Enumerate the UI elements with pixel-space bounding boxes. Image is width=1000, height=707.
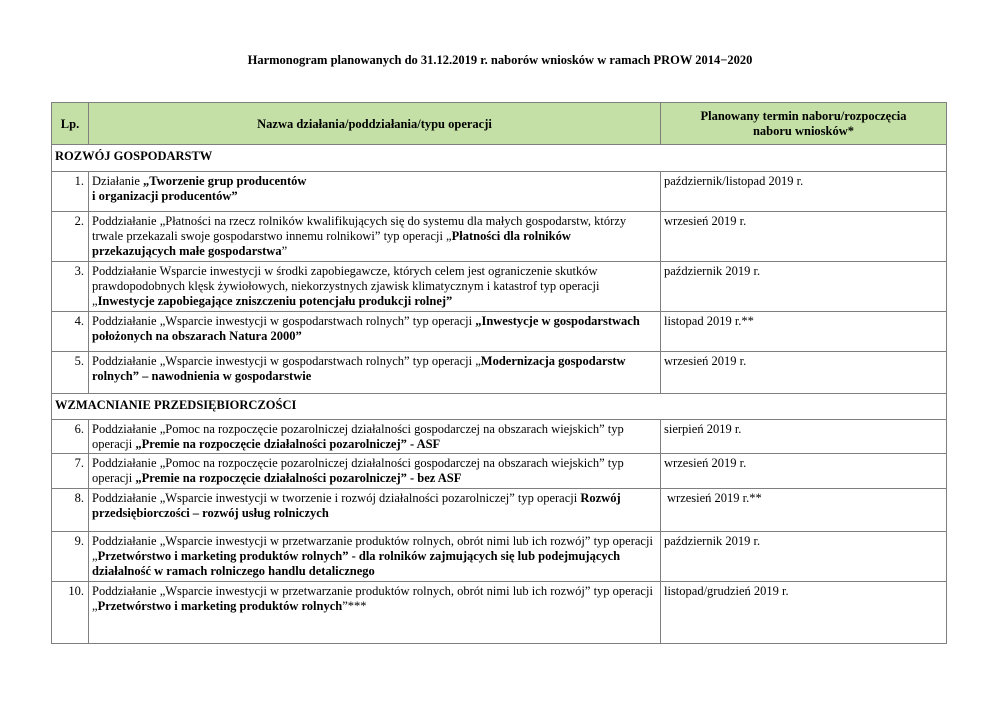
table-row xyxy=(52,212,947,262)
table-row xyxy=(52,262,947,312)
row-term: wrzesień 2019 r. xyxy=(661,454,947,489)
table-row xyxy=(52,312,947,352)
row-name: Poddziałanie Wsparcie inwestycji w środki zapobiegawcze, których celem jest ograniczenie skutków prawdopodobnych klęsk żywiołowych, niekorzystnych zjawisk klimatycznym i katastrof typ operacji „Inwestycje zapobiegające zniszczeniu potencjału produkcji rolnej” xyxy=(89,262,661,312)
table-row xyxy=(52,489,947,532)
table-row xyxy=(52,454,947,489)
row-term: listopad 2019 r.** xyxy=(661,312,947,352)
row-term: październik/listopad 2019 r. xyxy=(661,172,947,212)
row-lp: 3. xyxy=(52,262,89,312)
row-name: Poddziałanie „Wsparcie inwestycji w przetwarzanie produktów rolnych, obrót nimi lub ich rozwój” typ operacji „Przetwórstwo i marketing produktów rolnych”*** xyxy=(89,582,661,644)
row-name: Poddziałanie „Wsparcie inwestycji w gospodarstwach rolnych” typ operacji „Modernizacja gospodarstw rolnych” – nawodnienia w gospodarstwie xyxy=(89,352,661,394)
section-title: ROZWÓJ GOSPODARSTW xyxy=(52,145,947,172)
schedule-table xyxy=(51,102,947,644)
row-name: Działanie „Tworzenie grup producentów i organizacji producentów” xyxy=(89,172,661,212)
row-term: październik 2019 r. xyxy=(661,262,947,312)
header-term: Planowany termin naboru/rozpoczęcia naboru wniosków* xyxy=(661,103,947,145)
row-lp: 4. xyxy=(52,312,89,352)
table-row xyxy=(52,352,947,394)
row-lp: 9. xyxy=(52,532,89,582)
row-lp: 6. xyxy=(52,420,89,454)
row-lp: 7. xyxy=(52,454,89,489)
row-term: wrzesień 2019 r.** xyxy=(661,489,947,532)
table-row xyxy=(52,172,947,212)
header-lp: Lp. xyxy=(52,103,89,145)
document-title: Harmonogram planowanych do 31.12.2019 r. naborów wniosków w ramach PROW 2014−2020 xyxy=(247,53,753,67)
header-name: Nazwa działania/poddziałania/typu operacji xyxy=(89,103,661,145)
table-row xyxy=(52,582,947,644)
row-name: Poddziałanie „Wsparcie inwestycji w tworzenie i rozwój działalności pozarolniczej” typ operacji Rozwój przedsiębiorczości – rozwój usług rolniczych xyxy=(89,489,661,532)
row-term: wrzesień 2019 r. xyxy=(661,352,947,394)
row-name: Poddziałanie „Wsparcie inwestycji w przetwarzanie produktów rolnych, obrót nimi lub ich rozwój” typ operacji „Przetwórstwo i marketing produktów rolnych” - dla rolników zajmujących się lub podejmujących działalność w ramach rolniczego handlu detalicznego xyxy=(89,532,661,582)
section-row xyxy=(52,394,947,420)
row-lp: 10. xyxy=(52,582,89,644)
row-lp: 2. xyxy=(52,212,89,262)
row-name: Poddziałanie „Pomoc na rozpoczęcie pozarolniczej działalności gospodarczej na obszarach wiejskich” typ operacji „Premie na rozpoczęcie działalności pozarolniczej” - ASF xyxy=(89,420,661,454)
table-row xyxy=(52,420,947,454)
row-term: wrzesień 2019 r. xyxy=(661,212,947,262)
row-term: październik 2019 r. xyxy=(661,532,947,582)
row-name: Poddziałanie „Płatności na rzecz rolników kwalifikujących się do systemu dla małych gospodarstw, którzy trwale przekazali swoje gospodarstwo innemu rolnikowi” typ operacji „Płatności dla rolników przekazujących małe gospodarstwa” xyxy=(89,212,661,262)
row-lp: 5. xyxy=(52,352,89,394)
row-name: Poddziałanie „Wsparcie inwestycji w gospodarstwach rolnych” typ operacji „Inwestycje w gospodarstwach położonych na obszarach Natura 2000” xyxy=(89,312,661,352)
row-term: listopad/grudzień 2019 r. xyxy=(661,582,947,644)
section-row xyxy=(52,145,947,172)
row-name: Poddziałanie „Pomoc na rozpoczęcie pozarolniczej działalności gospodarczej na obszarach wiejskich” typ operacji „Premie na rozpoczęcie działalności pozarolniczej” - bez ASF xyxy=(89,454,661,489)
section-title: WZMACNIANIE PRZEDSIĘBIORCZOŚCI xyxy=(52,394,947,420)
row-lp: 8. xyxy=(52,489,89,532)
row-lp: 1. xyxy=(52,172,89,212)
row-term: sierpień 2019 r. xyxy=(661,420,947,454)
table-row xyxy=(52,532,947,582)
table-header-row xyxy=(52,103,947,145)
